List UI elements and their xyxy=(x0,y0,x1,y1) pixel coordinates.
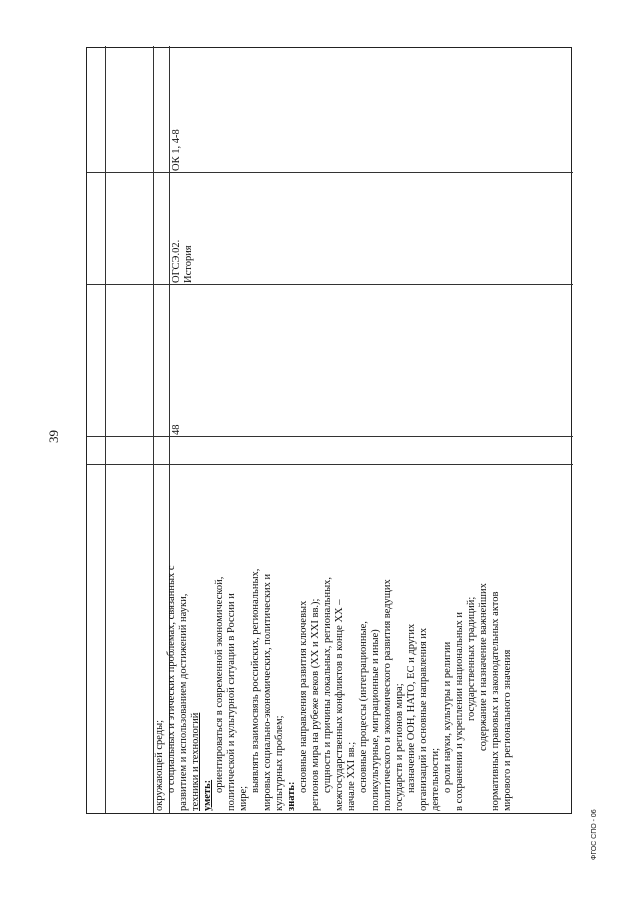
page-number: 39 xyxy=(46,430,61,443)
desc-line-heading: знать: xyxy=(286,781,297,811)
discipline-code: ОГСЭ.02. xyxy=(171,239,182,283)
desc-line: техники и технологий xyxy=(190,712,201,811)
desc-line: государственных традиций; xyxy=(466,596,477,721)
desc-line: назначение ООН, НАТО, ЕС и других xyxy=(406,623,417,793)
desc-line: политического и экономического развития ведущих xyxy=(382,579,393,811)
desc-line: регионов мира на рубеже веков (XX и XXI вв.); xyxy=(310,598,321,811)
desc-line: деятельности; xyxy=(430,747,441,811)
competencies-cell: ОК 1, 4-8 xyxy=(171,129,182,171)
curriculum-table xyxy=(86,47,572,814)
desc-line: содержание и назначение важнейших xyxy=(478,583,489,751)
desc-line: нормативных правовых и законодательных актов xyxy=(490,591,501,811)
desc-line: окружающей среды; xyxy=(154,719,165,811)
column-divider xyxy=(87,284,573,285)
desc-line: межгосударственных конфликтов в конце XX – xyxy=(334,599,345,811)
table-rotated-content xyxy=(86,47,572,814)
table-grid xyxy=(86,47,572,814)
desc-line: ориентироваться в современной экономической, xyxy=(214,576,225,793)
desc-line: о социальных и этических проблемах, связанных с xyxy=(166,565,177,793)
desc-line: мирового и регионального значения xyxy=(502,649,513,811)
desc-line: культурных проблем; xyxy=(274,715,285,811)
desc-line: государств и регионов мира; xyxy=(394,683,405,811)
column-divider xyxy=(87,172,573,173)
desc-line: мировых социально-экономических, политических и xyxy=(262,573,273,811)
discipline-name: История xyxy=(183,245,194,283)
discipline-cell xyxy=(171,240,195,283)
desc-line: начале XXI вв.; xyxy=(346,741,357,811)
hours-cell: 48 xyxy=(171,424,182,435)
desc-line: поликультурные, миграционные и иные) xyxy=(370,629,381,811)
desc-line: основные процессы (интеграционные, xyxy=(358,621,369,793)
desc-line: организаций и основные направления их xyxy=(418,627,429,811)
desc-line: мире; xyxy=(238,785,249,811)
column-divider xyxy=(87,436,573,437)
desc-line: основные направления развития ключевых xyxy=(298,600,309,793)
desc-line: развитием и использованием достижений науки, xyxy=(178,593,189,811)
desc-line: политической и культурной ситуации в России и xyxy=(226,593,237,811)
desc-line-heading: уметь: xyxy=(202,779,213,811)
desc-line: о роли науки, культуры и религии xyxy=(442,641,453,793)
desc-line: сущность и причины локальных, региональных, xyxy=(322,576,333,793)
footer-label: ФГОС СПО - 06 xyxy=(591,809,598,860)
desc-line: в сохранении и укреплении национальных и xyxy=(454,612,465,811)
row-divider xyxy=(105,46,106,813)
description-cell xyxy=(154,467,514,811)
desc-line: выявлять взаимосвязь российских, региональных, xyxy=(250,568,261,793)
column-divider xyxy=(87,464,573,465)
